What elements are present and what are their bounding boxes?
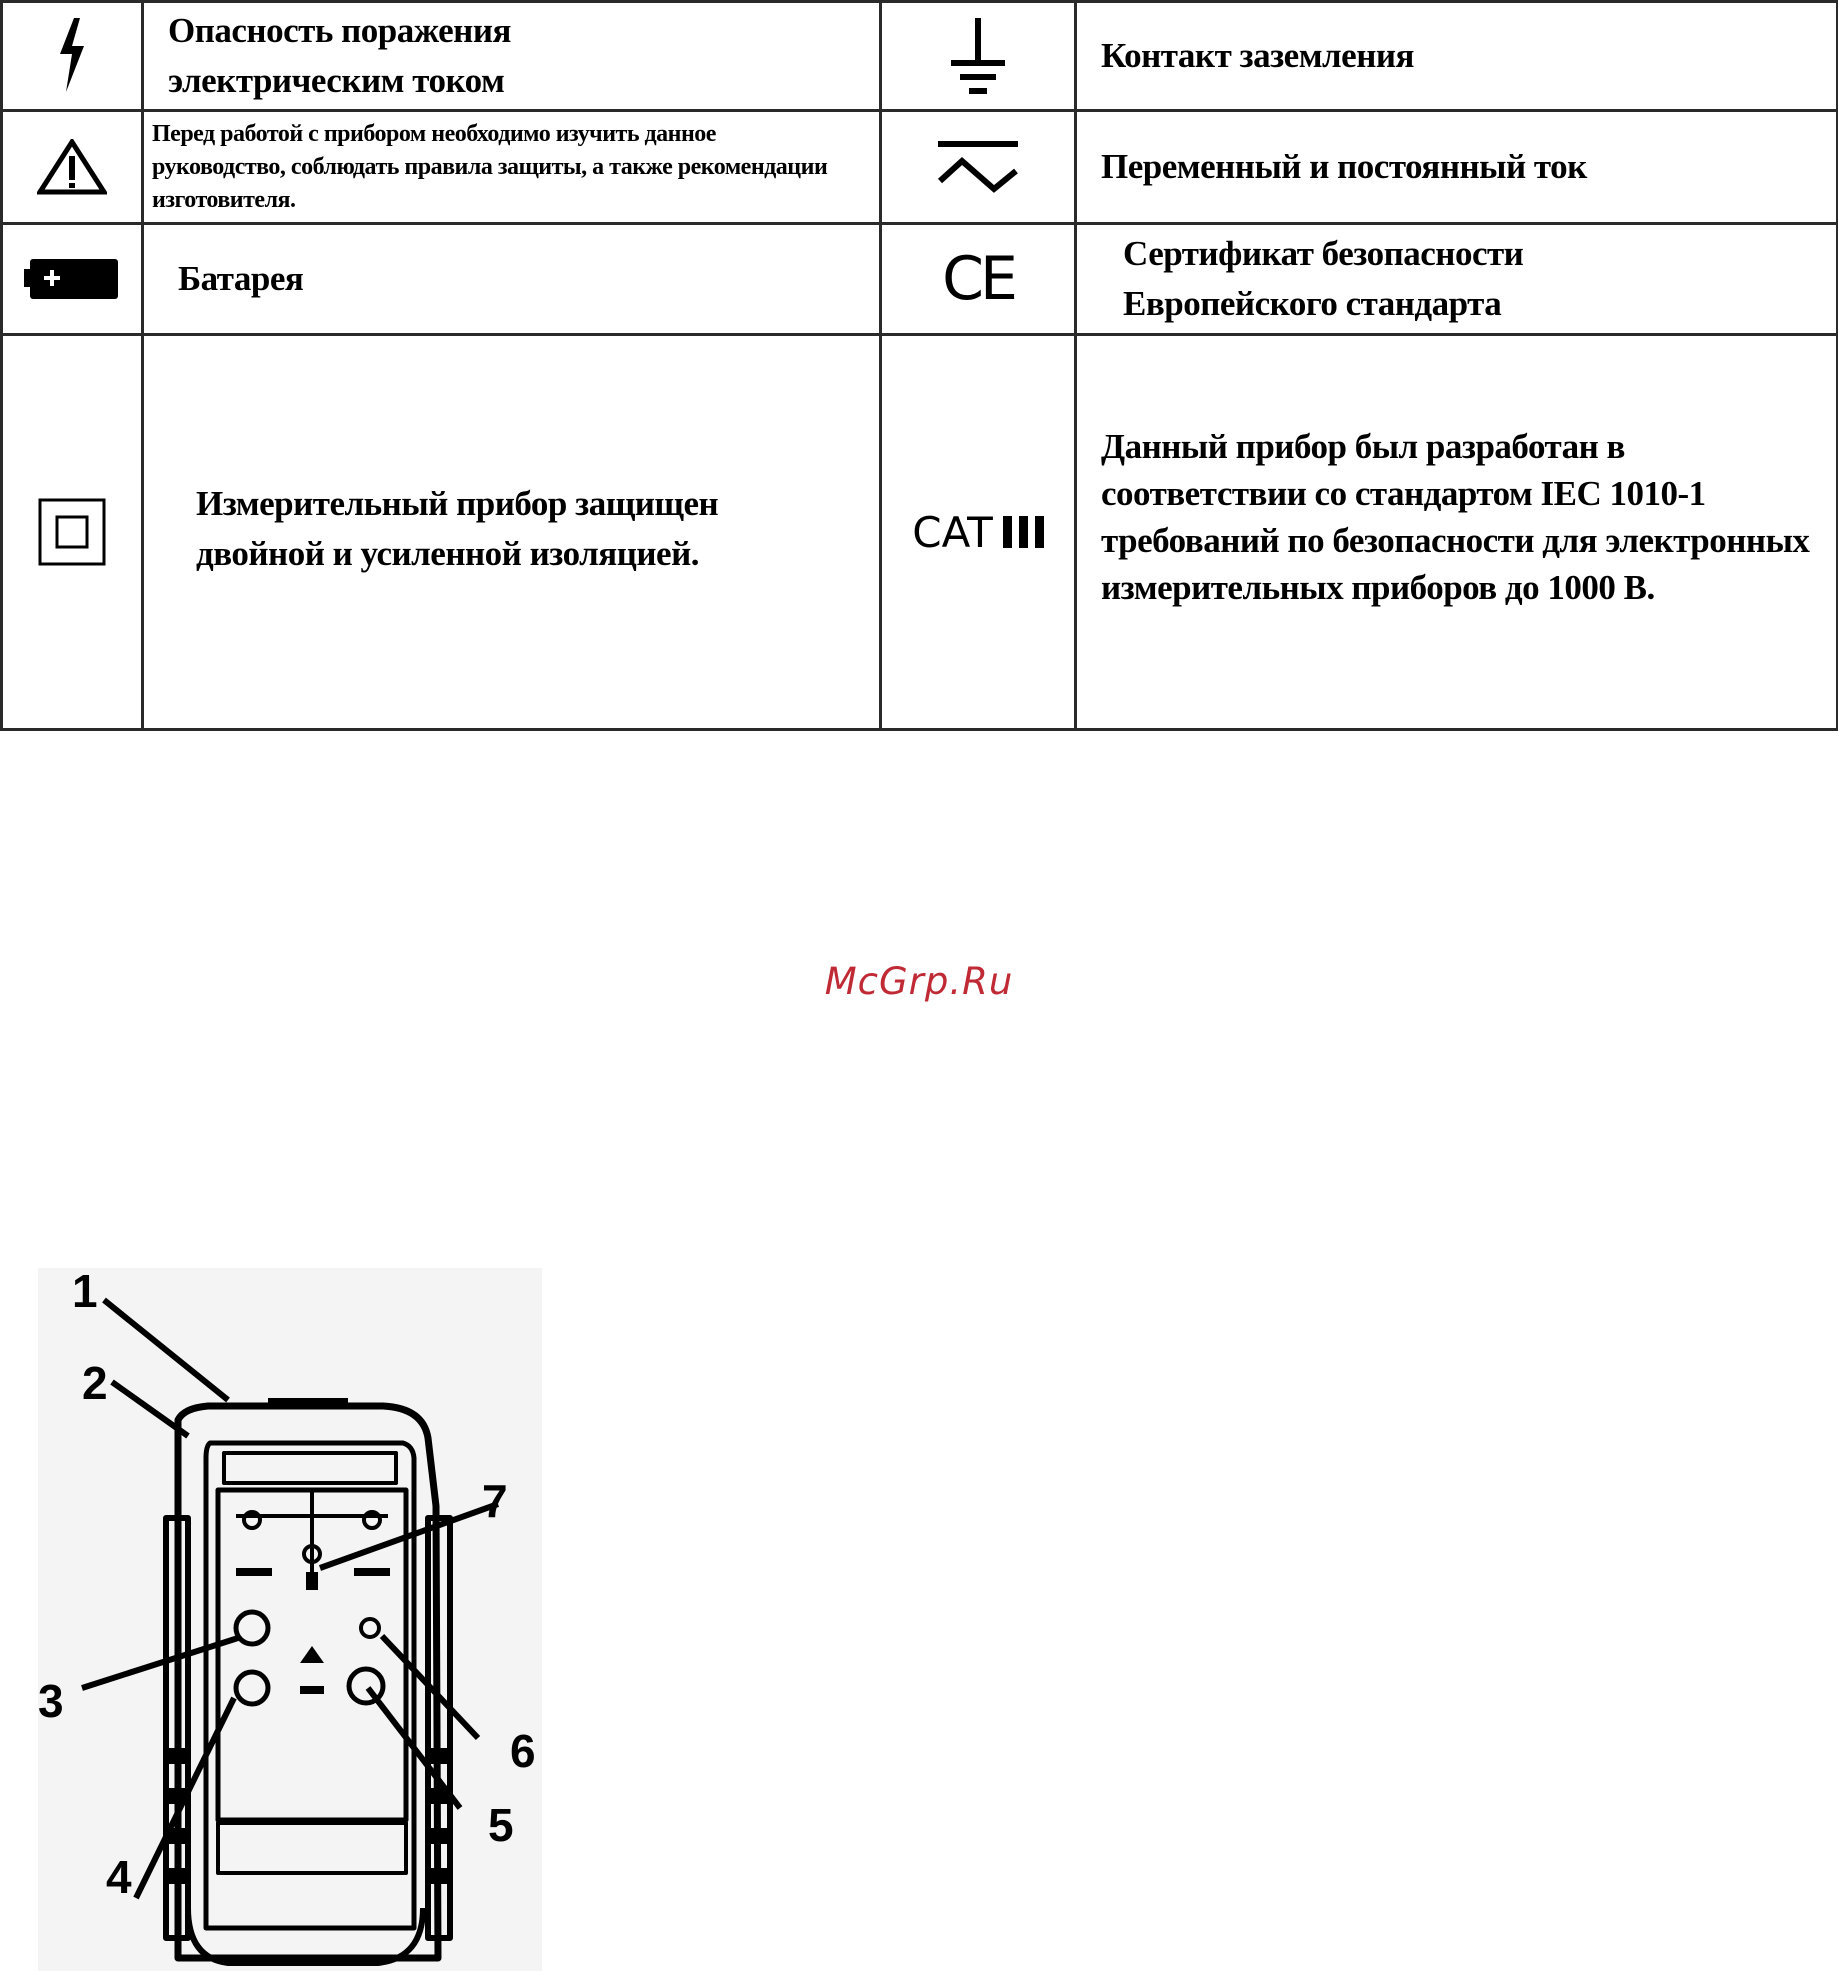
symbol-text: Опасность поражения электрическим током (168, 11, 511, 100)
symbol-row (2, 111, 1838, 224)
ground-icon (948, 16, 1008, 96)
cat-iii-icon (912, 508, 1043, 557)
double-insulation-icon (38, 498, 106, 566)
symbol-text: Батарея (178, 259, 304, 298)
symbol-row (2, 335, 1838, 730)
symbol-row (2, 2, 1838, 111)
symbols-table (0, 0, 1838, 731)
symbol-description (1076, 2, 1838, 111)
symbol-text: Контакт заземления (1101, 36, 1414, 75)
callout-2: 2 (82, 1357, 108, 1409)
symbol-description (143, 224, 881, 335)
callout-4: 4 (106, 1851, 132, 1903)
lightning-bolt-icon (52, 16, 92, 96)
watermark: McGrp.Ru (824, 960, 1014, 1003)
symbol-description (143, 335, 881, 730)
symbol-description (1076, 335, 1838, 730)
symbol-icon-cell (2, 111, 143, 224)
symbol-icon-cell (2, 335, 143, 730)
symbol-description (143, 111, 881, 224)
callout-3: 3 (38, 1675, 64, 1727)
symbol-icon-cell (2, 224, 143, 335)
ce-mark-icon: CE (942, 244, 1014, 314)
symbol-icon-cell (881, 335, 1076, 730)
symbol-text: Сертификат безопасности Европейского стандарта (1123, 234, 1524, 323)
symbol-description (1076, 224, 1838, 335)
cat-bars (1003, 516, 1044, 548)
callout-7: 7 (482, 1475, 508, 1527)
symbol-description (143, 2, 881, 111)
callout-6: 6 (510, 1725, 536, 1777)
symbol-text: Данный прибор был разработан в соответствии со стандартом IEC 1010-1 требований по безопасности для электронных измерительных приборов до 1000 В. (1101, 427, 1810, 607)
symbol-description (1076, 111, 1838, 224)
callout-5: 5 (488, 1799, 514, 1851)
callout-1: 1 (72, 1265, 98, 1317)
meter-figure (38, 1265, 542, 1971)
symbol-text: Измерительный прибор защищен двойной и усиленной изоляцией. (196, 484, 719, 573)
symbol-text: Перед работой с прибором необходимо изучить данное руководство, соблюдать правила защиты, а также рекомендации изготовителя. (152, 120, 828, 213)
warning-triangle-icon (37, 139, 107, 195)
symbol-icon-cell (2, 2, 143, 111)
symbol-icon-cell (881, 2, 1076, 111)
symbol-icon-cell (881, 111, 1076, 224)
ac-dc-icon (936, 137, 1020, 197)
battery-icon (24, 255, 120, 303)
symbol-row (2, 224, 1838, 335)
symbol-text: Переменный и постоянный ток (1101, 147, 1587, 186)
symbol-icon-cell (881, 224, 1076, 335)
cat-label: CAT (912, 507, 993, 557)
